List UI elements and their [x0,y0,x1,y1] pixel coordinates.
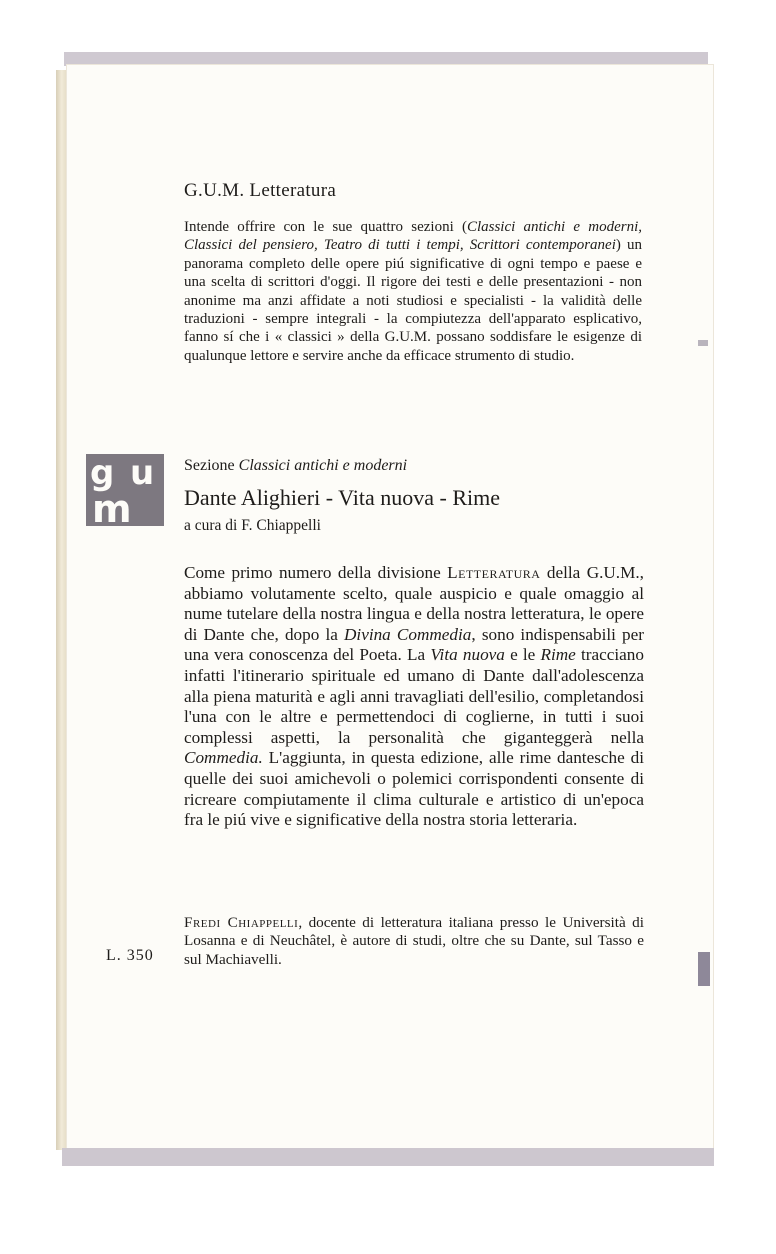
body-text-4: e le [504,645,541,665]
editor-bio [184,914,644,969]
intro-text-2: ) un panorama completo delle opere piú significative di ogni tempo e paese e una scelta di scrittori d'oggi. Il rigore dei testi e delle presentazioni - non anonime ma anzi affidate a noti studiosi e specialisti - la validità delle traduzioni - sempre integrali - la compiutezza dell'apparato esplicativo, fanno sí che i « classici » della G.U.M. possano soddisfare le esigenze di qualunque lettore e servire anche da efficace strumento di studio. [184,237,642,364]
series-intro [184,218,642,365]
description-text [184,563,644,831]
bio-name: Fredi Chiappelli [184,914,299,931]
price: L. 350 [106,947,154,964]
body-text-1: Come primo numero della divisione [184,563,448,582]
section-prefix: Sezione [184,457,235,474]
logo-letter-m: m [92,487,132,526]
intro-sections: Classici antichi e moderni, Classici del pensiero, Teatro di tutti i tempi, Scrittori contemporanei [184,219,642,254]
bio-text: , docente di letteratura italiana presso le Università di Losanna e di Neuchâtel, è autore di studi, oltre che su Dante, sul Tasso e sul Machiavelli. [184,914,644,968]
edge-tab-mark [698,952,710,986]
section-line [184,457,407,475]
body-italic-1: Divina Commedia [344,624,472,644]
edge-speck [698,340,708,346]
body-italic-3: Rime [540,645,576,665]
section-name: Classici antichi e moderni [238,457,408,474]
body-text-2: della G.U.M., abbiamo volutamente scelto, quale auspicio e quale omaggio al nume tutelare della nostra lingua e della nostra letteratura, le opere di Dante che, dopo la [184,563,644,644]
book-editor: a cura di F. Chiappelli [184,517,321,534]
series-title: G.U.M. Letteratura [184,180,337,201]
body-italic-4: Commedia. [184,748,263,768]
body-italic-2: Vita nuova [430,645,505,665]
body-text-3: , sono indispensabili per una vera conoscenza del Poeta. La [184,624,644,665]
body-text-6: L'aggiunta, in questa edizione, alle rime dantesche di quelle dei suoi amichevoli o polemici corrispondenti consente di ricreare compiutamente il clima culturale e artistico di un'epoca fra le piú vive e significative della nostra storia letteraria. [184,748,644,830]
body-text-5: tracciano infatti l'itinerario spirituale ed umano di Dante dall'adolescenza alla piena maturità e agli anni travagliati dell'esilio, completandosi l'una con le altre e permettendoci di coglierne, in tutti i suoi complessi aspetti, la personalità che giganteggerà nella [184,645,644,747]
book-title: Dante Alighieri - Vita nuova - Rime [184,485,500,510]
gum-logo-icon [86,454,164,526]
logo-letter-u: u [130,454,155,493]
division-name: Letteratura [447,563,541,582]
page-shadow-bottom [62,1148,714,1166]
logo-letter-g: g [90,454,115,493]
intro-text-1: Intende offrire con le sue quattro sezioni ( [184,219,467,235]
